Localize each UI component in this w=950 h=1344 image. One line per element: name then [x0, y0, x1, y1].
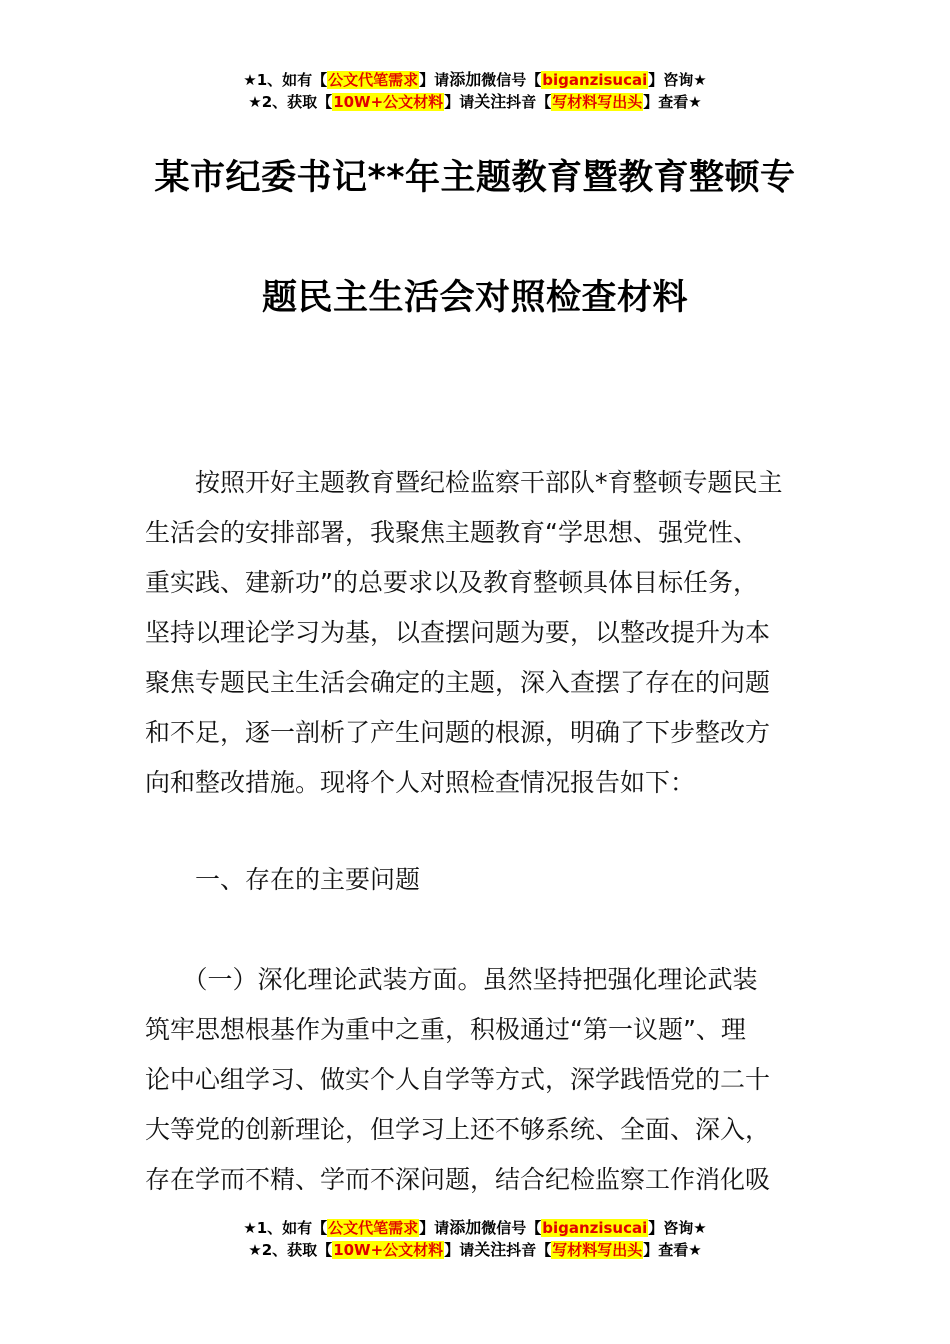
text-line: 和不足，逐一剖析了产生问题的根源，明确了下步整改方 — [145, 718, 771, 747]
text-line: 筑牢思想根基作为重中之重，积极通过“第一议题”、理 — [145, 1015, 746, 1044]
text-line: 大等党的创新理论，但学习上还不够系统、全面、深入， — [145, 1115, 771, 1144]
banner-line-1: ★1、如有【公文代笔需求】请添加微信号【biganzisucai】咨询★ — [243, 70, 707, 89]
text-line: 聚焦专题民主生活会确定的主题，深入查摆了存在的问题 — [145, 668, 771, 697]
banner-line-1: ★1、如有【公文代笔需求】请添加微信号【biganzisucai】咨询★ — [243, 1218, 707, 1237]
highlight-douyin-account: 写材料写出头 — [552, 93, 643, 111]
text-line: 存在学而不精、学而不深问题，结合纪检监察工作消化吸 — [145, 1165, 771, 1194]
banner-line-2: ★2、获取【10W+公文材料】请关注抖音【写材料写出头】查看★ — [248, 1240, 702, 1259]
banner-line-2: ★2、获取【10W+公文材料】请关注抖音【写材料写出头】查看★ — [248, 92, 702, 111]
highlight-service: 公文代笔需求 — [328, 71, 419, 89]
highlight-douyin-account: 写材料写出头 — [552, 1241, 643, 1259]
section-paragraph — [145, 955, 809, 1205]
text-line: 生活会的安排部署，我聚焦主题教育“学思想、强党性、 — [145, 518, 758, 547]
section-heading: 一、存在的主要问题 — [195, 865, 421, 894]
text-line: 坚持以理论学习为基，以查摆问题为要，以整改提升为本 — [145, 618, 771, 647]
highlight-wechat-id: biganzisucai — [542, 1219, 648, 1237]
document-title-line-1: 某市纪委书记**年主题教育暨教育整顿专 — [154, 158, 796, 198]
intro-paragraph — [145, 458, 809, 808]
footer-banner — [0, 1217, 950, 1261]
highlight-service: 公文代笔需求 — [328, 1219, 419, 1237]
highlight-wechat-id: biganzisucai — [542, 71, 648, 89]
document-title-line-2: 题民主生活会对照检查材料 — [261, 278, 688, 318]
header-banner — [0, 69, 950, 113]
text-line: 重实践、建新功”的总要求以及教育整顿具体目标任务， — [145, 568, 758, 597]
highlight-materials: 10W+公文材料 — [333, 1241, 444, 1259]
text-line: 向和整改措施。现将个人对照检查情况报告如下： — [145, 768, 696, 797]
text-line: 按照开好主题教育暨纪检监察干部队*育整顿专题民主 — [145, 468, 783, 497]
text-line: （一）深化理论武装方面。虽然坚持把强化理论武装 — [145, 965, 758, 994]
text-line: 论中心组学习、做实个人自学等方式，深学践悟党的二十 — [145, 1065, 771, 1094]
highlight-materials: 10W+公文材料 — [333, 93, 444, 111]
